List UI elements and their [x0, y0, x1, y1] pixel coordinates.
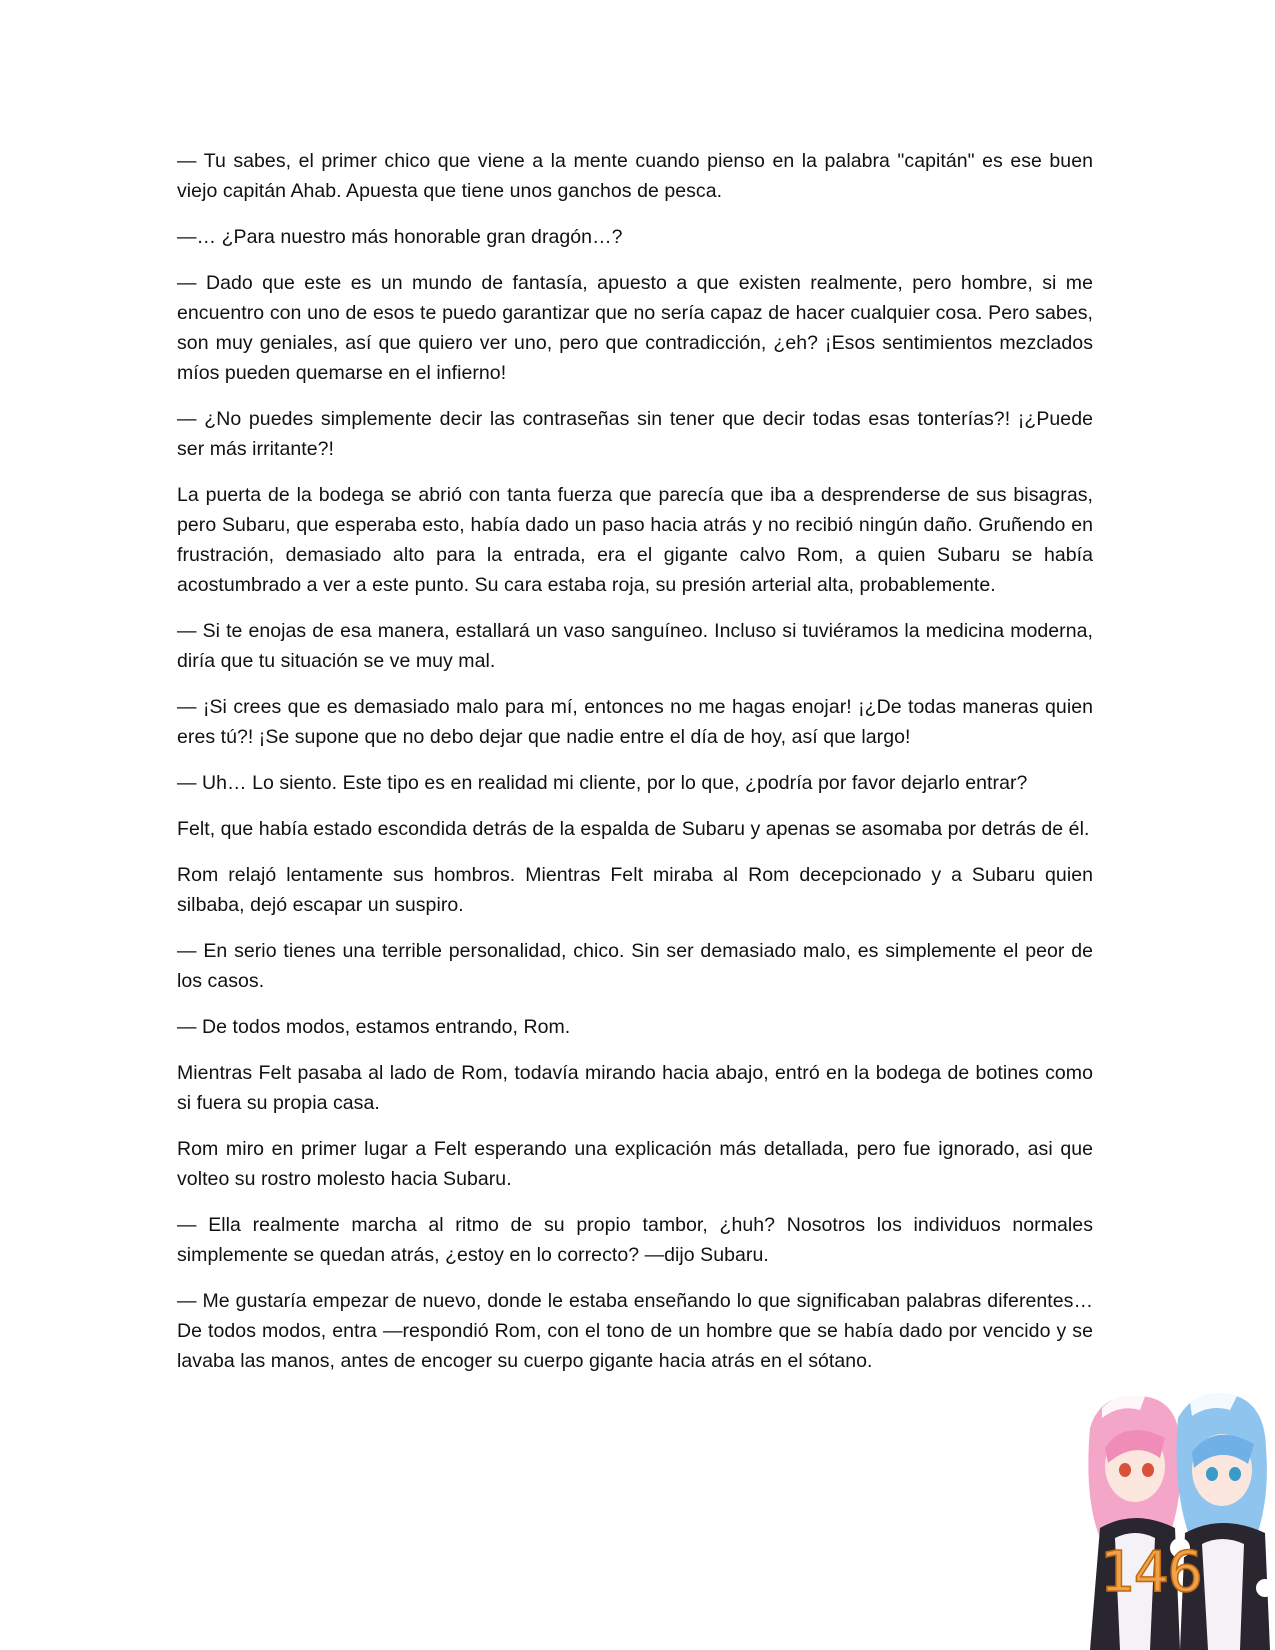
- page-text: [177, 146, 1093, 1392]
- paragraph: — Me gustaría empezar de nuevo, donde le estaba enseñando lo que significaban palabras diferentes… De todos modos, entra —respondió Rom, con el tono de un hombre que se había dado por vencido y se lavaba las manos, antes de encoger su cuerpo gigante hacia atrás en el sótano.: [177, 1290, 1093, 1372]
- page-number: 146: [1100, 1540, 1201, 1605]
- paragraph: — ¿No puedes simplemente decir las contraseñas sin tener que decir todas esas tonterías?! ¡¿Puede ser más irritante?!: [177, 408, 1093, 460]
- paragraph: — Tu sabes, el primer chico que viene a la mente cuando pienso en la palabra "capitán" es ese buen viejo capitán Ahab. Apuesta que tiene unos ganchos de pesca.: [177, 150, 1093, 202]
- paragraph: — Ella realmente marcha al ritmo de su propio tambor, ¿huh? Nosotros los individuos normales simplemente se quedan atrás, ¿estoy en lo correcto? —dijo Subaru.: [177, 1214, 1093, 1266]
- paragraph: Felt, que había estado escondida detrás de la espalda de Subaru y apenas se asomaba por detrás de él.: [177, 818, 1090, 840]
- paragraph: — En serio tienes una terrible personalidad, chico. Sin ser demasiado malo, es simplemente el peor de los casos.: [177, 940, 1093, 992]
- paragraph: — ¡Si crees que es demasiado malo para mí, entonces no me hagas enojar! ¡¿De todas maneras quien eres tú?! ¡Se supone que no debo dejar que nadie entre el día de hoy, así que largo!: [177, 696, 1093, 748]
- paragraph: —… ¿Para nuestro más honorable gran dragón…?: [177, 226, 623, 248]
- paragraph: — De todos modos, estamos entrando, Rom.: [177, 1016, 571, 1038]
- paragraph: Mientras Felt pasaba al lado de Rom, todavía mirando hacia abajo, entró en la bodega de botines como si fuera su propia casa.: [177, 1062, 1093, 1114]
- paragraph: — Dado que este es un mundo de fantasía, apuesto a que existen realmente, pero hombre, si me encuentro con uno de esos te puedo garantizar que no sería capaz de hacer cualquier cosa. Pero sabes, son muy geniales, así que quiero ver uno, pero que contradicción, ¿eh? ¡Esos sentimientos mezclados míos pueden quemarse en el infierno!: [177, 272, 1093, 384]
- paragraph: La puerta de la bodega se abrió con tanta fuerza que parecía que iba a desprenderse de sus bisagras, pero Subaru, que esperaba esto, había dado un paso hacia atrás y no recibió ningún daño. Gruñendo en frustración, demasiado alto para la entrada, era el gigante calvo Rom, a quien Subaru se había acostumbrado a ver a este punto. Su cara estaba roja, su presión arterial alta, probablemente.: [177, 484, 1093, 596]
- paragraph: — Si te enojas de esa manera, estallará un vaso sanguíneo. Incluso si tuviéramos la medicina moderna, diría que tu situación se ve muy mal.: [177, 620, 1093, 672]
- twin-maids-illustration-icon: [1080, 1388, 1275, 1650]
- paragraph: — Uh… Lo siento. Este tipo es en realidad mi cliente, por lo que, ¿podría por favor dejarlo entrar?: [177, 772, 1028, 794]
- paragraph: Rom miro en primer lugar a Felt esperando una explicación más detallada, pero fue ignorado, asi que volteo su rostro molesto hacia Subaru.: [177, 1138, 1093, 1190]
- paragraph: Rom relajó lentamente sus hombros. Mientras Felt miraba al Rom decepcionado y a Subaru quien silbaba, dejó escapar un suspiro.: [177, 864, 1093, 916]
